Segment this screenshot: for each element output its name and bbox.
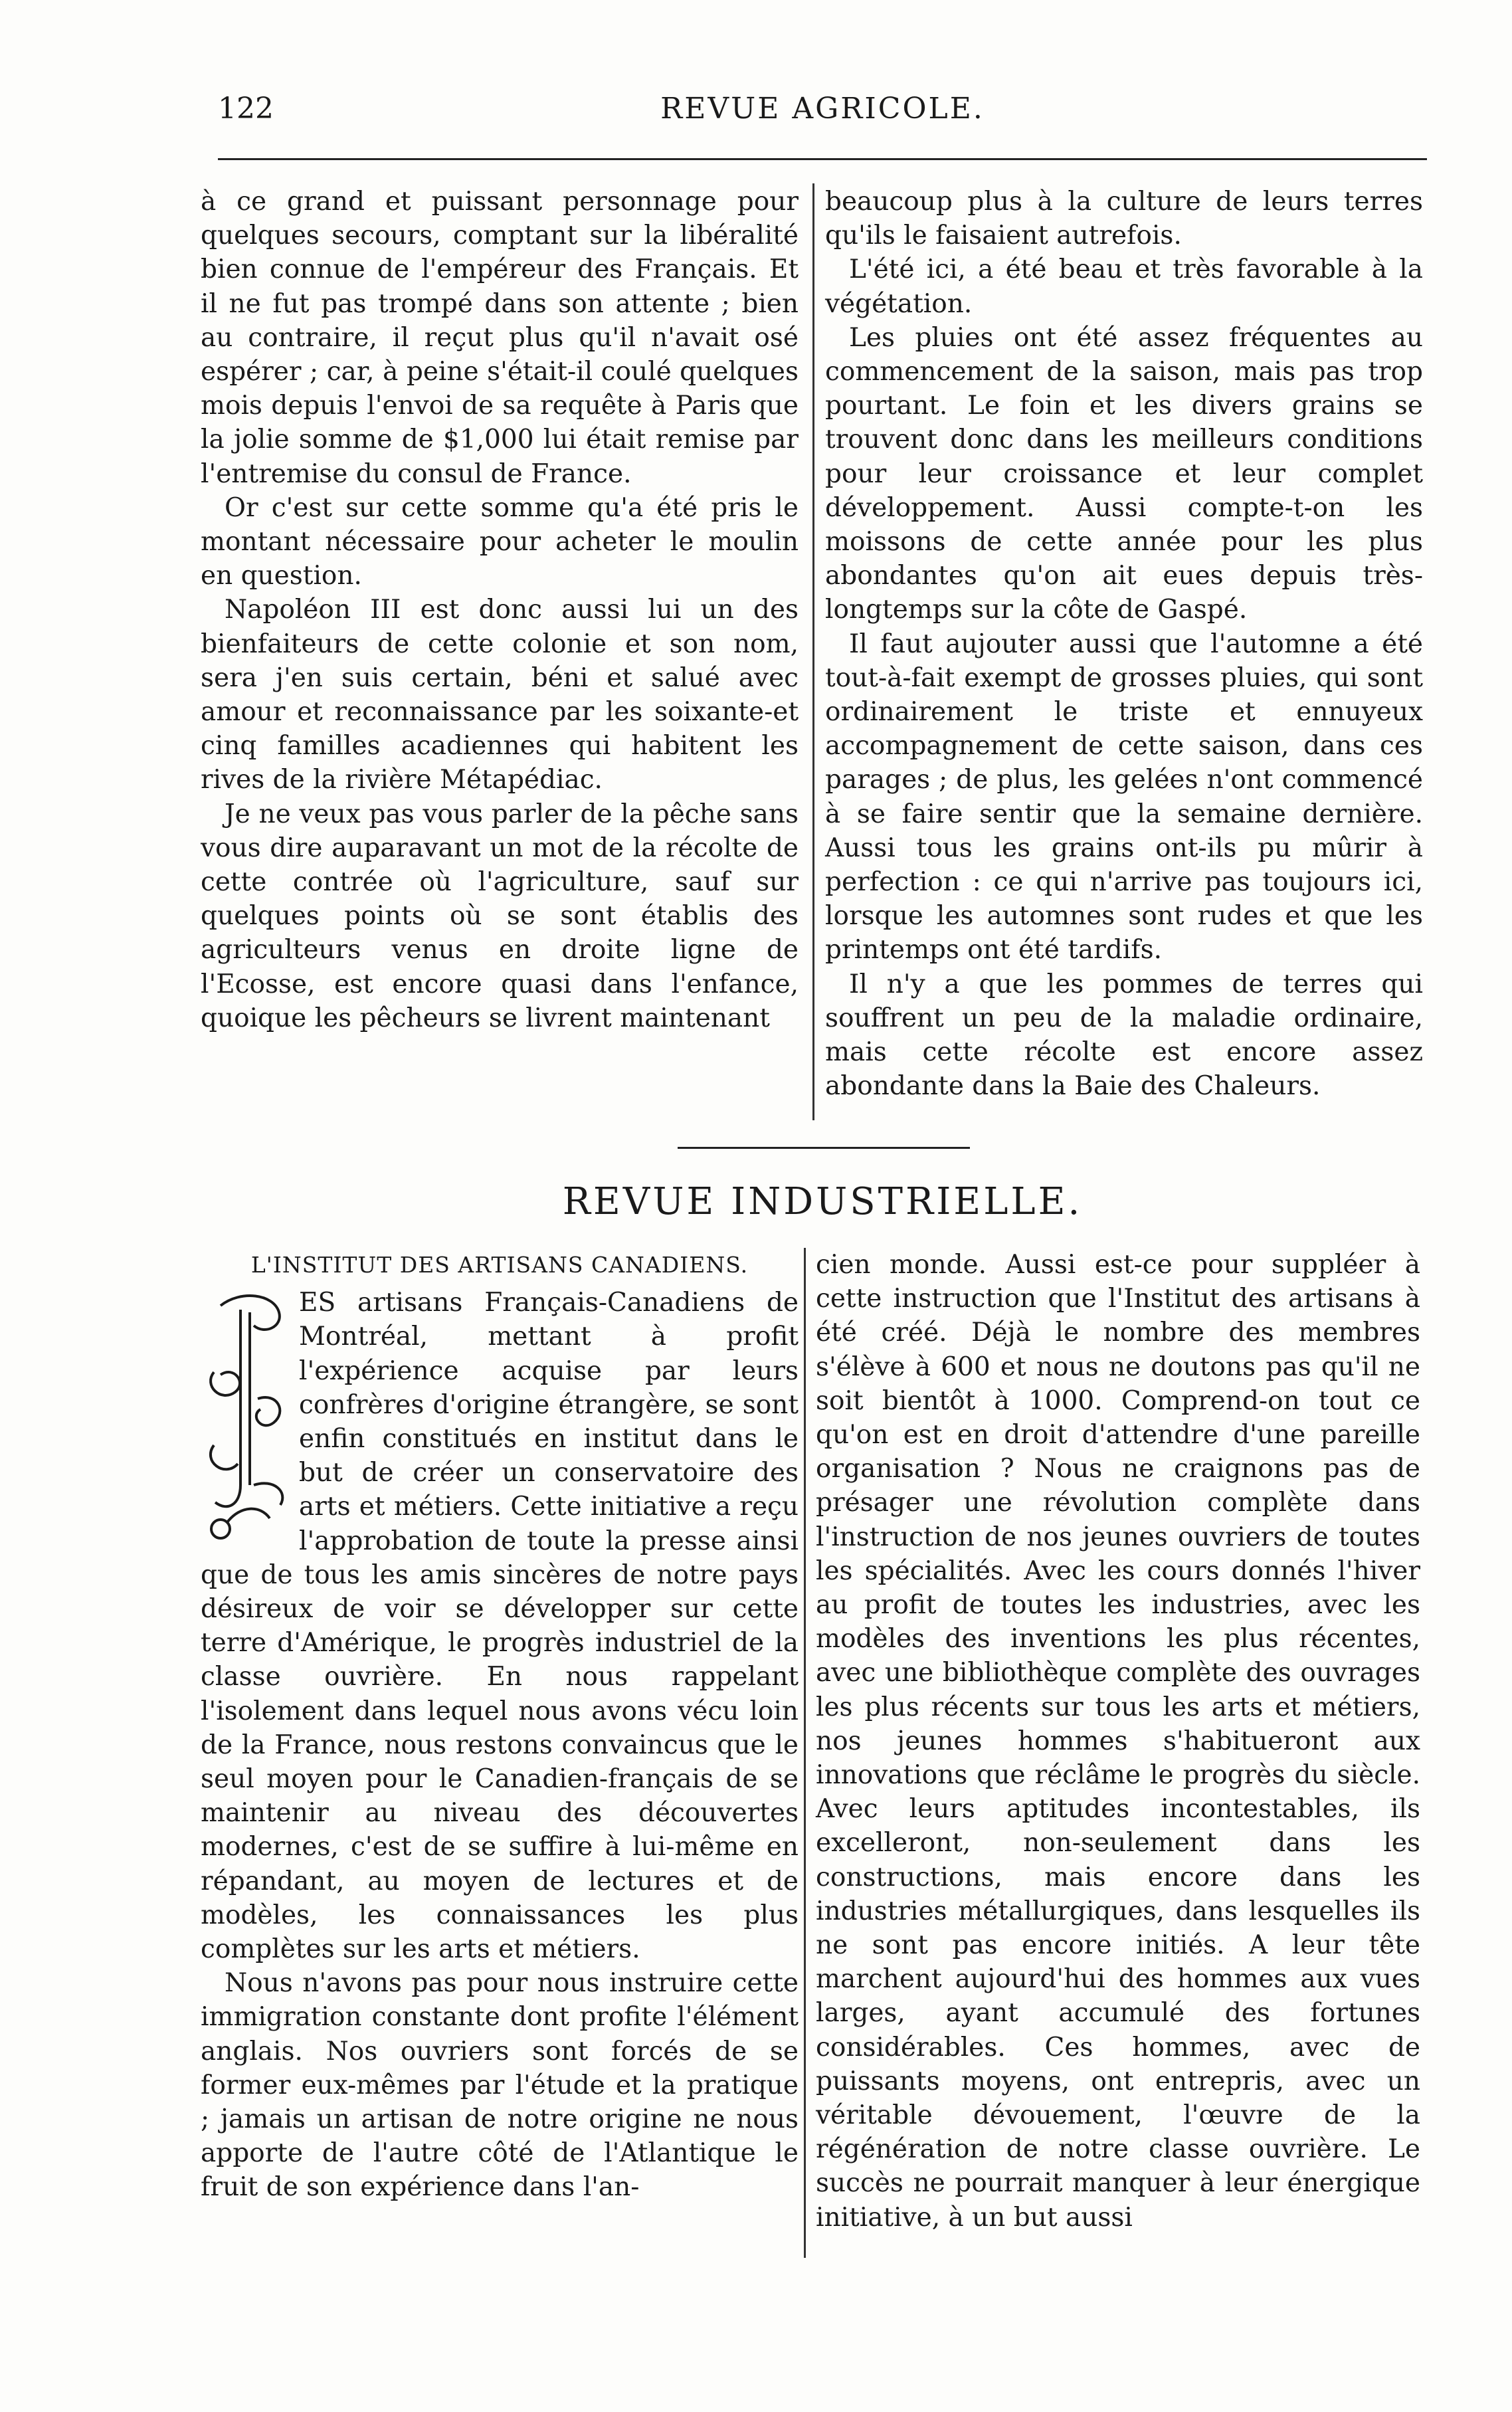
paragraph: cien monde. Aussi est-ce pour suppléer à cette instruction que l'Institut des artisans à été créé. Déjà le nombre des membres s'élève à 600 et nous ne doutons pas qu'il ne soit bientôt à 1000. Comprend-on tout ce qu'on est en droit d'attendre d'une pareille organisation ? Nous ne craignons pas de présager une révolution complète dans l'instruction de nos jeunes ouvriers de toutes les spécialités. Avec les cours donnés l'hiver au profit de toutes les industries, avec les modèles des inventions les plus récentes, avec une bibliothèque complète des ouvrages les plus récents sur tous les arts et métiers, nos jeunes hommes s'habitueront aux innovations que réclâme le progrès du siècle. Avec leurs aptitudes incontestables, ils excelleront, non-seulement dans les constructions, mais encore dans les industries métallurgiques, dans lesquelles ils ne sont pas encore initiés. A leur tête marchent aujourd'hui des hommes aux vues larges, ayant accumulé des fortunes considérables. Ces hommes, avec de puissants moyens, ont entrepris, avec un véritable dévouement, l'œuvre de la régénération de notre classe ouvrière. Le succès ne pourrait manquer à leur énergique initiative, à un but aussi [816,1250,1420,2233]
paragraph: Il faut aujouter aussi que l'automne a été tout-à-fait exempt de grosses pluies, qui sont ordinairement le triste et ennuyeux accompagnement de cette saison, dans ces parages ; de plus, les gelées n'ont commencé à se faire sentir que la semaine dernière. Aussi tous les grains ont-ils pu mûrir à perfection : ce qui n'arrive pas toujours ici, lorsque les automnes sont rudes et que les printemps ont été tardifs. [825,629,1423,965]
paragraph: Napoléon III est donc aussi lui un des bienfaiteurs de cette colonie et son nom, sera j'en suis certain, béni et salué avec amour et reconnaissance par les soixante-et cinq familles acadiennes qui habitent les rives de la rivière Métapédiac. [201,595,799,795]
paragraph: Je ne veux pas vous parler de la pêche sans vous dire auparavant un mot de la récolte de cette contrée où l'agriculture, sauf sur quelques points où se sont établis des agriculteurs venus en droite ligne de l'Ecosse, est encore quasi dans l'enfance, quoique les pêcheurs se livrent maintenant [201,799,799,1033]
upper-left-column [201,185,799,1035]
paragraph: Or c'est sur cette somme qu'a été pris le montant nécessaire pour acheter le moulin en question. [201,492,799,591]
paragraph: ES artisans Français-Canadiens de Montréal, mettant à profit l'expérience acquise par leurs confrères d'origine étrangère, se sont enfin constitués en institut dans le but de créer un conservatoire des arts et métiers. Cette initiative a reçu l'approbation de toute la presse ainsi que de tous les amis sincères de notre pays désireux de voir se développer sur cette terre d'Amérique, le progrès industriel de la classe ouvrière. En nous rappelant l'isolement dans lequel nous avons vécu loin de la France, nous restons convaincus que le seul moyen pour le Canadien-français de se maintenir au niveau des découvertes modernes, c'est de se suffire à lui-même en répandant, au moyen de lectures et de modèles, les connaissances les plus complètes sur les arts et métiers. [201,1288,799,1965]
ornamental-dropcap [201,1286,294,1549]
page-number: 122 [218,92,274,126]
lower-left-column [201,1248,799,2205]
dropcap-l-ornament-icon [201,1286,294,1549]
header-rule [218,158,1427,160]
paragraph: Les pluies ont été assez fréquentes au commencement de la saison, mais pas trop pourtant. Le foin et les divers grains se trouvent donc dans les meilleurs conditions pour leur croissance et leur complet développement. Aussi compte-t-on les moissons de cette année pour les plus abondantes qu'on ait eues depuis très-longtemps sur la côte de Gaspé. [825,322,1423,625]
running-title: REVUE AGRICOLE. [660,92,985,126]
paragraph: beaucoup plus à la culture de leurs terres qu'ils le faisaient autrefois. [825,187,1423,251]
paragraph: L'été ici, a été beau et très favorable à la végétation. [825,254,1423,319]
section-title: REVUE INDUSTRIELLE. [562,1180,1083,1223]
lower-right-column [816,1248,1420,2235]
column-divider [804,1248,806,2258]
article-subhead: L'INSTITUT DES ARTISANS CANADIENS. [250,1252,749,1278]
page-header [218,92,1427,138]
column-divider [812,183,814,1120]
paragraph: Il n'y a que les pommes de terres qui souffrent un peu de la maladie ordinaire, mais cette récolte est encore assez abondante dans la Baie des Chaleurs. [825,969,1423,1102]
paragraph: Nous n'avons pas pour nous instruire cette immigration constante dont profite l'élément anglais. Nos ouvriers sont forcés de se former eux-mêmes par l'étude et la pratique ; jamais un artisan de notre origine ne nous apporte de l'autre côté de l'Atlantique le fruit de son expérience dans l'an- [201,1968,799,2203]
upper-right-column [825,185,1423,1103]
section-rule [678,1147,970,1149]
paragraph: à ce grand et puissant personnage pour quelques secours, comptant sur la libéralité bien connue de l'empéreur des Français. Et il ne fut pas trompé dans son attente ; bien au contraire, il reçut plus qu'il n'avait osé espérer ; car, à peine s'était-il coulé quelques mois depuis l'envoi de sa requête à Paris que la jolie somme de $1,000 lui était remise par l'entremise du consul de France. [201,187,799,489]
